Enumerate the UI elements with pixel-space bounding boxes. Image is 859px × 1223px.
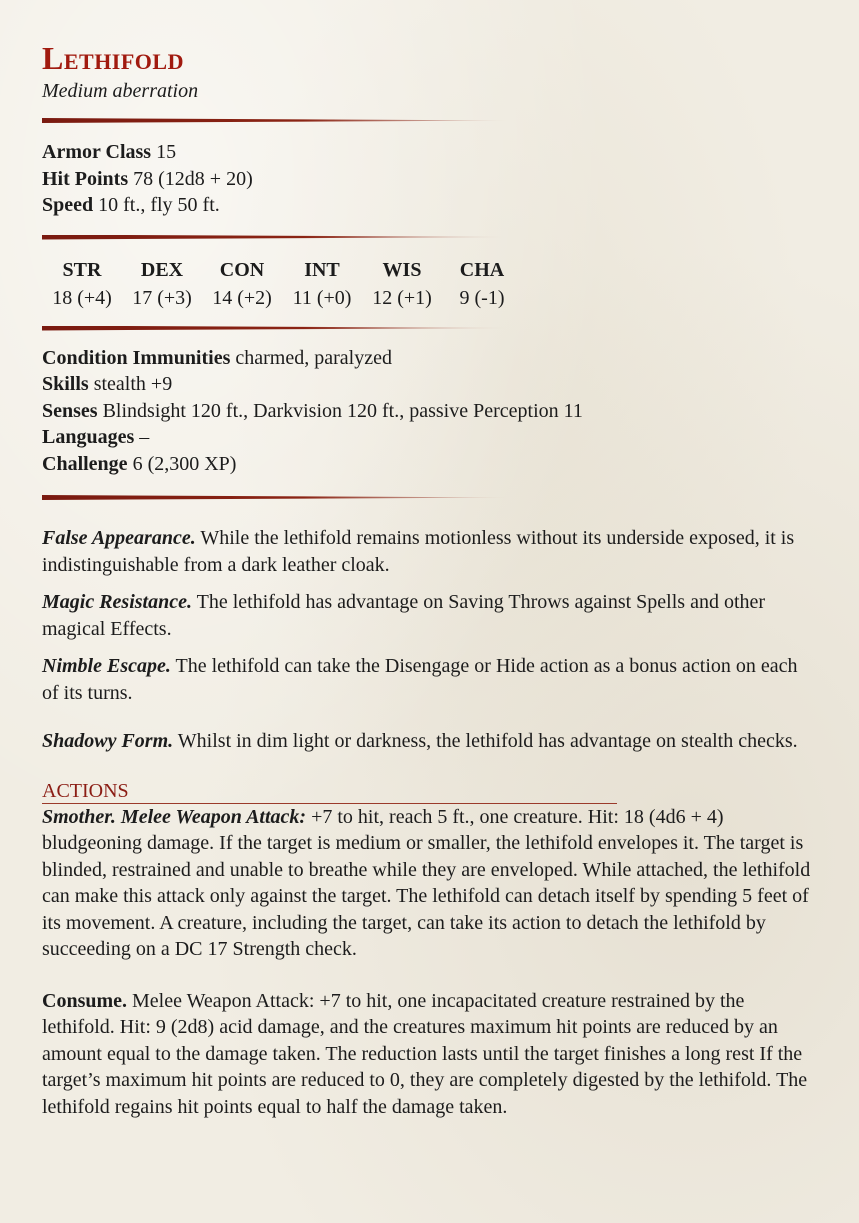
ability-con [202, 256, 282, 312]
hit-points-value: 78 (12d8 + 20) [133, 167, 253, 190]
ability-label: INT [304, 258, 340, 281]
senses-value: Blindsight 120 ft., Darkvision 120 ft., passive Perception 11 [102, 399, 583, 422]
trait-name: Nimble Escape. [42, 655, 171, 677]
action-name: Consume. [42, 989, 128, 1012]
senses-line [42, 398, 817, 425]
ability-scores [42, 256, 522, 312]
speed-line [42, 192, 817, 219]
ability-label: STR [62, 258, 102, 281]
speed-label: Speed [42, 194, 94, 216]
ability-value: 12 (+1) [372, 286, 432, 309]
languages-line [42, 424, 817, 451]
action-attack-type: Melee Weapon Attack: [120, 805, 307, 828]
hit-points-label: Hit Points [42, 167, 129, 190]
challenge-value: 6 (2,300 XP) [132, 452, 237, 475]
action-consume [42, 988, 817, 1121]
ability-value: 14 (+2) [212, 286, 272, 309]
ability-value: 17 (+3) [132, 286, 192, 309]
trait-magic-resistance [42, 589, 817, 642]
speed-value: 10 ft., fly 50 ft. [98, 194, 220, 216]
ability-str [42, 256, 122, 312]
skills-value: stealth +9 [93, 373, 173, 395]
ability-value: 18 (+4) [52, 286, 112, 309]
hit-points-line [42, 166, 817, 193]
skills-line [42, 371, 817, 398]
trait-name: False Appearance. [42, 527, 196, 549]
trait-text: While the lethifold remains motionless without its underside exposed, it is indistinguishable from a dark leather cloak. [42, 527, 795, 576]
trait-name: Magic Resistance. [42, 591, 192, 613]
armor-class-line [42, 139, 817, 166]
action-text: Melee Weapon Attack: +7 to hit, one incapacitated creature restrained by the lethifold. Hit: 9 (2d8) acid damage, and the creatures maximum hit points are reduced by an amount equal to the damage taken. The reduction lasts until the target finishes a long rest If the target’s maximum hit points are reduced to 0, they are completely digested by the lethifold. The lethifold regains hit points equal to half the damage taken. [42, 989, 808, 1118]
trait-shadowy-form [42, 728, 817, 755]
ability-value: 9 (-1) [459, 286, 505, 309]
trait-text: The lethifold can take the Disengage or Hide action as a bonus action on each of its turns. [42, 655, 798, 704]
senses-label: Senses [42, 399, 98, 422]
condition-immunities-value: charmed, paralyzed [235, 346, 392, 369]
trait-text: Whilst in dim light or darkness, the lethifold has advantage on stealth checks. [177, 730, 798, 752]
actions-heading: ACTIONS [42, 779, 617, 804]
action-smother [42, 804, 817, 963]
action-text: +7 to hit, reach 5 ft., one creature. Hit: 18 (4d6 + 4) bludgeoning damage. If the target is medium or smaller, the lethifold envelopes it. The target is blinded, restrained and unable to breathe while they are enveloped. While attached, the lethifold can make this attack only against the target. The lethifold can detach itself by spending 5 feet of its movement. A creature, including the target, can take its action to detach the lethifold by succeeding on a DC 17 Strength check. [42, 805, 811, 960]
armor-class-label: Armor Class [42, 141, 152, 163]
skills-label: Skills [42, 373, 89, 395]
trait-nimble-escape [42, 653, 817, 706]
ability-value: 11 (+0) [292, 286, 352, 309]
trait-text: The lethifold has advantage on Saving Throws against Spells and other magical Effects. [42, 591, 766, 640]
condition-immunities-label: Condition Immunities [42, 346, 231, 369]
ability-wis [362, 256, 442, 312]
creature-type: Medium aberration [42, 80, 199, 102]
ability-label: WIS [382, 258, 422, 281]
trait-name: Shadowy Form. [42, 730, 174, 752]
condition-immunities-line [42, 345, 817, 372]
challenge-label: Challenge [42, 452, 128, 475]
trait-false-appearance [42, 525, 817, 578]
armor-class-value: 15 [156, 141, 177, 163]
stat-block [42, 38, 817, 1120]
creature-name: Lethifold [42, 40, 184, 76]
languages-label: Languages [42, 426, 135, 448]
ability-label: CON [219, 258, 265, 281]
action-name: Smother. [42, 805, 116, 828]
ability-dex [122, 256, 202, 312]
ability-label: DEX [140, 258, 184, 281]
ability-label: CHA [459, 258, 505, 281]
ability-cha [442, 256, 522, 312]
ability-int [282, 256, 362, 312]
languages-value: – [139, 426, 150, 448]
challenge-line [42, 451, 817, 478]
